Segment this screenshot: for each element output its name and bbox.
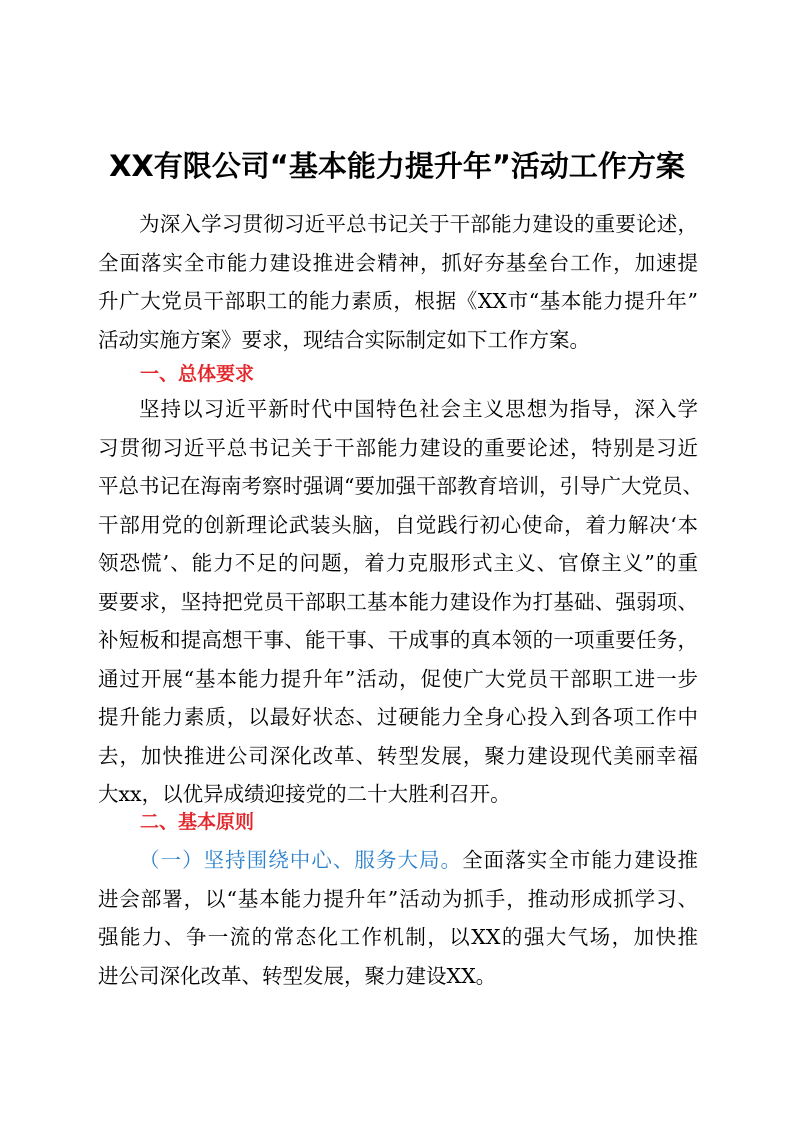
- paragraph-line: 补短板和提高想干事、能干事、干成事的真本领的一项重要任务，: [98, 628, 698, 652]
- paragraph-line: 进会部署，以“基本能力提升年”活动为抓手，推动形成抓学习、: [98, 886, 698, 911]
- basic-principles-paragraph: [98, 841, 698, 995]
- intro-line: 为深入学习贯彻习近平总书记关于干部能力建设的重要论述，: [139, 212, 698, 236]
- section-heading-general-requirements: 一、总体要求: [140, 363, 255, 385]
- intro-line: 升广大党员干部职工的能力素质，根据《XX市“基本能力提升年”: [98, 289, 698, 313]
- sub-heading-center-overall: （一）坚持围绕中心、服务大局。: [139, 848, 463, 872]
- paragraph-line: 大xx，以优异成绩迎接党的二十大胜利召开。: [98, 782, 511, 806]
- intro-line: 全面落实全市能力建设推进会精神，抓好夯基垒台工作，加速提: [98, 250, 698, 275]
- paragraph-line: 要要求，坚持把党员干部职工基本能力建设作为打基础、强弱项、: [98, 589, 698, 614]
- intro-paragraph: [98, 205, 698, 359]
- paragraph-line: 强能力、争一流的常态化工作机制，以XX的强大气场，加快推: [98, 925, 698, 949]
- paragraph-line: 平总书记在海南考察时强调“要加强干部教育培训，引导广大党员、: [98, 474, 703, 498]
- document-title: XX有限公司“基本能力提升年”活动工作方案: [109, 149, 685, 183]
- general-requirements-paragraph: [98, 390, 703, 814]
- paragraph-line: 习贯彻习近平总书记关于干部能力建设的重要论述，特别是习近: [98, 435, 698, 460]
- paragraph-line: 通过开展“基本能力提升年”活动，促使广大党员干部职工进一步: [98, 666, 698, 691]
- paragraph-line: 干部用党的创新理论武装头脑，自觉践行初心使命，着力解决‘本: [98, 512, 698, 537]
- paragraph-line: 坚持以习近平新时代中国特色社会主义思想为指导，深入学: [139, 397, 698, 421]
- paragraph-text: 全面落实全市能力建设推: [462, 848, 699, 872]
- paragraph-line: [98, 841, 698, 880]
- paragraph-line: 领恐慌’、能力不足的问题，着力克服形式主义、官僚主义”的重: [98, 551, 698, 575]
- paragraph-line: 提升能力素质，以最好状态、过硬能力全身心投入到各项工作中: [98, 705, 698, 729]
- section-heading-basic-principles: 二、基本原则: [140, 811, 255, 833]
- paragraph-line: 进公司深化改革、转型发展，聚力建设XX。: [98, 963, 497, 988]
- paragraph-line: 去，加快推进公司深化改革、转型发展，聚力建设现代美丽幸福: [98, 743, 698, 768]
- intro-line: 活动实施方案》要求，现结合实际制定如下工作方案。: [98, 327, 590, 352]
